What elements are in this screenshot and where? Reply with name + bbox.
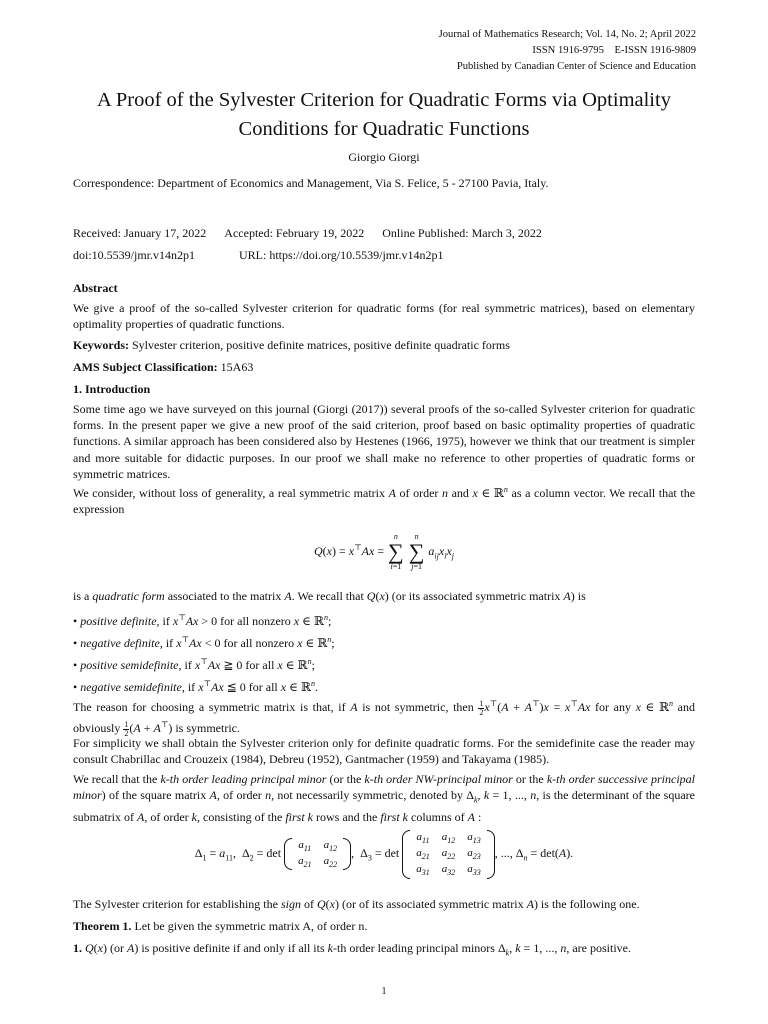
section-heading-introduction: 1. Introduction [73,382,151,396]
abstract-heading: Abstract [73,281,118,295]
theorem-1-part-1: 1. Q(x) (or A) is positive definite if and only if all its k-th order leading principal minors $\Delta_k$, k = 1, ..., n, are positive. [73,941,631,958]
intro-paragraph-3: For simplicity we shall obtain the Sylvester criterion only for definite quadratic forms. For the semidefinite case the reader may consult Chabrillac and Crouzeix (1984), Debreu (1952), Gantmacher (1959) and Takayama (1985). [73,736,695,767]
quadratic-form-equation: Q(x) = x⊤Ax = n ∑ i=1 n ∑ j=1 $a_{ij}x_ix_j$ [313,532,454,571]
author-name: Giorgio Giorgi [348,150,420,164]
bullet-negative-semidefinite: • negative semidefinite, if x⊤Ax ≦ 0 for all x ∈ ℝ$^n$. [73,679,318,694]
page-number: 1 [381,986,387,997]
theorem-1: Theorem 1. Let be given the symmetric matrix A, of order n. [73,919,368,933]
keywords: Keywords: Sylvester criterion, positive definite matrices, positive definite quadratic forms [73,338,510,352]
received-date: Received: January 17, 2022 [73,226,207,240]
journal-publisher: Published by Canadian Center of Science and Education [456,61,696,72]
matrix-2x2: $a_{11}$ $a_{12}$ $a_{21}$ $a_{22}$ [284,838,351,870]
journal-name: Journal of Mathematics Research; Vol. 14, No. 2; April 2022 [438,29,696,40]
matrix-3x3: $a_{11}$ $a_{12}$ $a_{13}$ $a_{21}$ $a_{22}$ $a_{23}$ $a_{31}$ $a_{32}$ $a_{33}$ [402,830,495,879]
doi-line [73,247,695,263]
bullet-positive-semidefinite: • positive semidefinite, if x⊤Ax ≧ 0 for all x ∈ ℝ$^n$; [73,657,315,672]
journal-header [439,27,696,75]
paper-title: A Proof of the Sylvester Criterion for Quadratic Forms via Optimality Conditions for Quadratic Functions [97,89,671,140]
leading-minors-equation: $\Delta_1 = a_{11}$, $\Delta_2 = \det$ $a_{11}$ $a_{12}$ $a_{21}$ $a_{22}$ , $\Delta_3 = \det$ $a_{11}$ $a_{12}$ $a_{13}$ $a_{21}$ $a_{22}$ $a_{23}$ $a_{31}$ $a_{32}$ $a_{33}$ , ..., $\Delta_n = \det(A)$. [194,831,574,878]
quadratic-form-definition: is a quadratic form associated to the matrix A. We recall that Q(x) (or its associated symmetric matrix A) is [73,589,586,603]
published-date: Online Published: March 3, 2022 [382,226,542,240]
ams-classification: AMS Subject Classification: 15A63 [73,360,254,374]
doi: doi:10.5539/jmr.v14n2p1 [73,248,196,262]
principal-minor-paragraph: We recall that the k-th order leading principal minor (or the k-th order NW-principal minor or the k-th order successive principal minor) of the square matrix A, of order n, not necessarily symmetric, denoted by $\Delta_k$, k = 1, ..., n, is the determinant of the square submatrix of A, of order k, consisting of the first k rows and the first k columns of A : [73,772,695,824]
correspondence: Correspondence: Department of Economics and Management, Via S. Felice, 5 - 27100 Pavia, Italy. [73,176,549,190]
symmetric-reason-paragraph: The reason for choosing a symmetric matrix is that, if A is not symmetric, then $\frac{1}{2}$ x⊤(A + A⊤)x = x⊤Ax for any x ∈ ℝ$^n$ and obviously $\frac{1}{2}$ (A + A⊤) is symmetric. [73,698,696,738]
abstract-text: We give a proof of the so-called Sylvester criterion for quadratic forms (for real symmetric matrices), based on elementary optimality properties of quadratic functions. [73,301,695,332]
bullet-positive-definite: • positive definite, if x⊤Ax > 0 for all nonzero x ∈ ℝ$^n$; [73,613,332,628]
url-link[interactable]: URL: https://doi.org/10.5539/jmr.v14n2p1 [239,248,444,262]
accepted-date: Accepted: February 19, 2022 [224,226,365,240]
sylvester-criterion-intro: The Sylvester criterion for establishing the sign of Q(x) (or of its associated symmetric matrix A) is the following one. [73,897,640,911]
intro-paragraph-1: Some time ago we have surveyed on this journal (Giorgi (2017)) several proofs of the so-called Sylvester criterion for quadratic forms. In the present paper we give a new proof of the said criterion, proof based on basic optimality properties of quadratic functions. A similar approach has been considered also by Hestenes (1966, 1975), however we think that our treatment is simpler and more suitable for didactic purposes. In our proof we shall make no reference to other properties of quadratic forms or symmetric matrices. [73,402,695,481]
intro-paragraph-2: We consider, without loss of generality, a real symmetric matrix A of order n and x ∈ ℝ$^n$ as a column vector. We recall that the expression [73,485,696,517]
dates-line [73,225,695,241]
bullet-negative-definite: • negative definite, if x⊤Ax < 0 for all nonzero x ∈ ℝ$^n$; [73,635,335,650]
journal-issn: ISSN 1916-9795 E-ISSN 1916-9809 [532,45,696,56]
